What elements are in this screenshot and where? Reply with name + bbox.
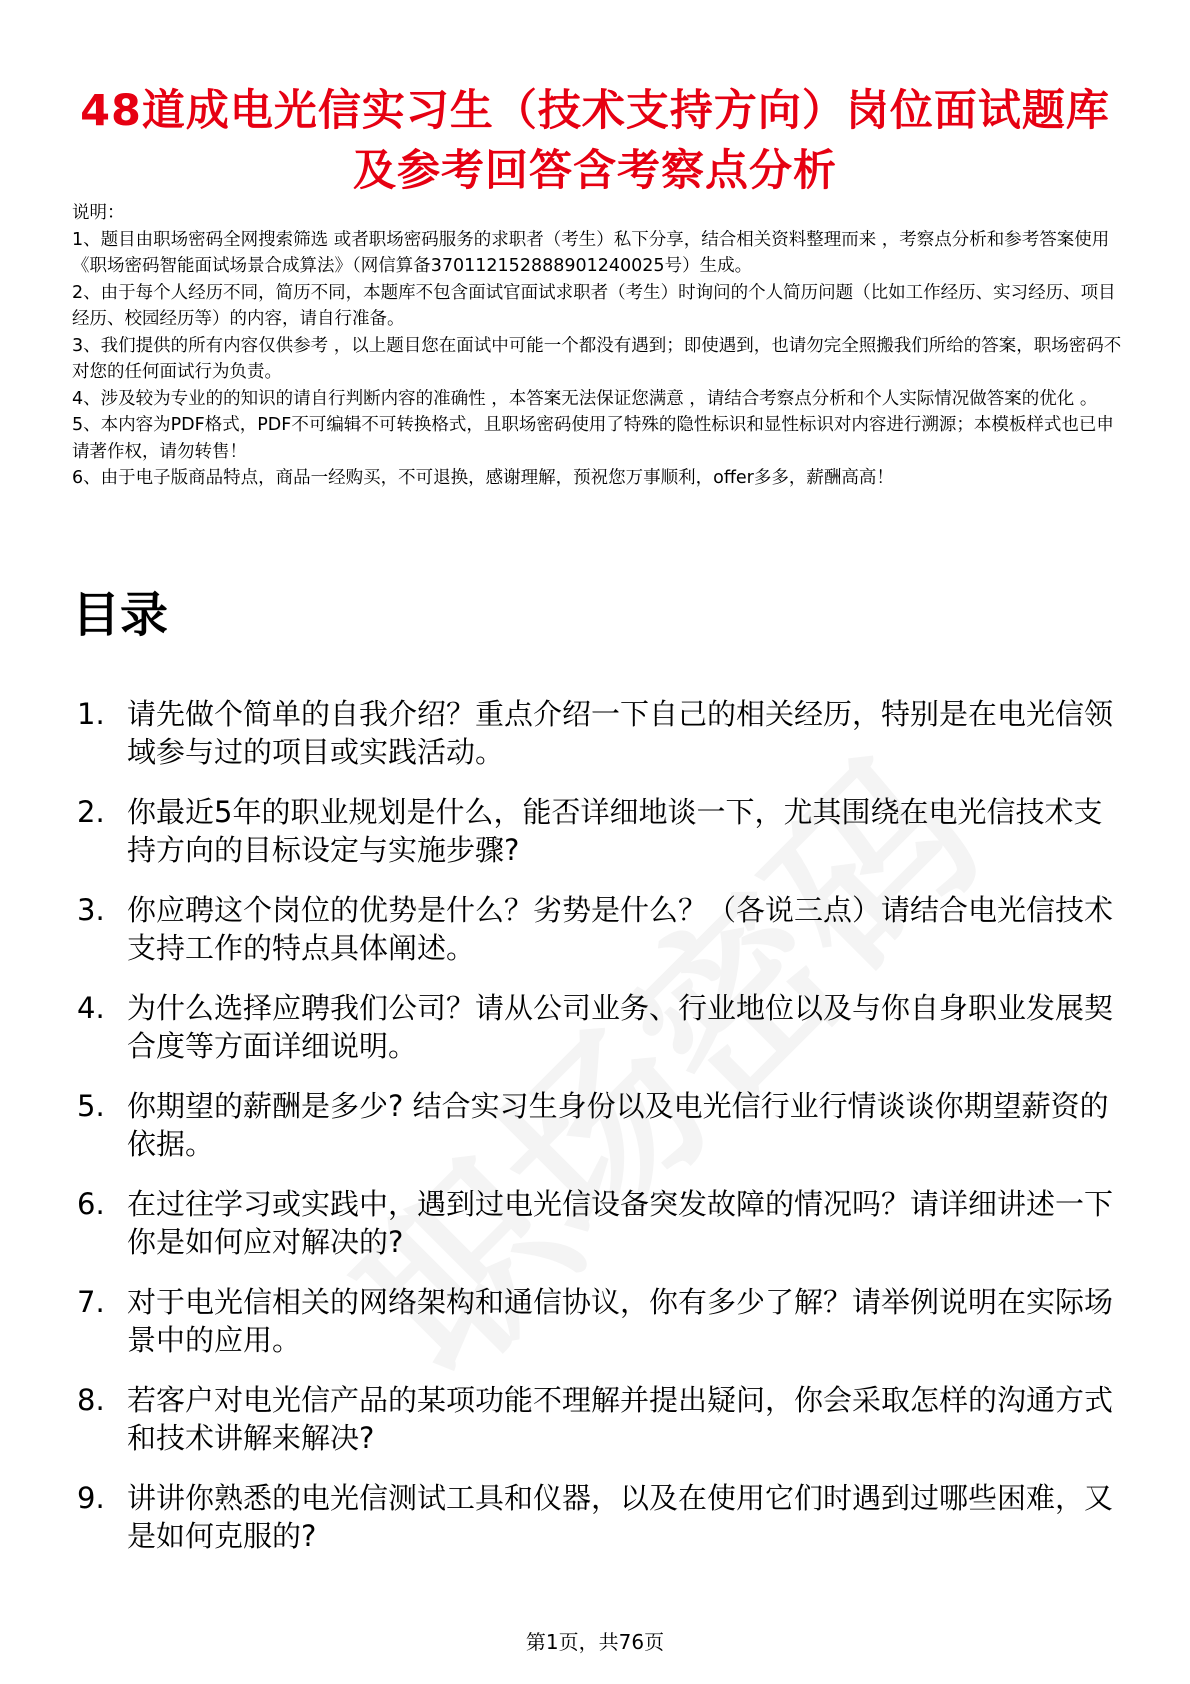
toc-heading: 目录 xyxy=(72,587,169,643)
toc-item[interactable] xyxy=(72,1479,1122,1555)
toc-item-text: 你期望的薪酬是多少? 结合实习生身份以及电光信行业行情谈谈你期望薪资的依据。 xyxy=(127,1089,1109,1161)
toc-item[interactable] xyxy=(72,1087,1122,1163)
note-item: 1、题目由职场密码全网搜索筛选 或者职场密码服务的求职者（考生）私下分享，结合相关资料整理而来 ，考察点分析和参考答案使用《职场密码智能面试场景合成算法》（网信算备370112152888901240025号）生成。 xyxy=(72,229,1110,276)
toc-item[interactable] xyxy=(72,695,1122,771)
toc-list xyxy=(72,695,1122,1577)
toc-item-text: 在过往学习或实践中，遇到过电光信设备突发故障的情况吗？请详细讲述一下你是如何应对解决的? xyxy=(127,1187,1114,1259)
toc-item-text: 讲讲你熟悉的电光信测试工具和仪器，以及在使用它们时遇到过哪些困难，又是如何克服的? xyxy=(127,1481,1114,1553)
toc-item-text: 为什么选择应聘我们公司？请从公司业务、行业地位以及与你自身职业发展契合度等方面详细说明。 xyxy=(127,991,1114,1063)
toc-item-text: 对于电光信相关的网络架构和通信协议，你有多少了解？请举例说明在实际场景中的应用。 xyxy=(127,1285,1114,1357)
document-title: 48道成电光信实习生（技术支持方向）岗位面试题库及参考回答含考察点分析 xyxy=(80,85,1110,196)
toc-item-number: 8. xyxy=(77,1383,105,1417)
note-item: 2、由于每个人经历不同，简历不同，本题库不包含面试官面试求职者（考生）时询问的个人简历问题（比如工作经历、实习经历、项目经历、校园经历等）的内容，请自行准备。 xyxy=(72,282,1116,329)
toc-item-number: 4. xyxy=(77,991,105,1025)
toc-item-number: 9. xyxy=(77,1481,105,1515)
toc-item-text: 请先做个简单的自我介绍？重点介绍一下自己的相关经历，特别是在电光信领域参与过的项目或实践活动。 xyxy=(127,697,1114,769)
toc-item[interactable] xyxy=(72,1185,1122,1261)
toc-item-number: 3. xyxy=(77,893,105,927)
toc-item[interactable] xyxy=(72,1381,1122,1457)
toc-item[interactable] xyxy=(72,793,1122,869)
toc-item-number: 1. xyxy=(77,697,105,731)
toc-item-number: 7. xyxy=(77,1285,105,1319)
toc-item-text: 你应聘这个岗位的优势是什么？劣势是什么？（各说三点）请结合电光信技术支持工作的特点具体阐述。 xyxy=(127,893,1114,965)
toc-item-text: 你最近5年的职业规划是什么，能否详细地谈一下，尤其围绕在电光信技术支持方向的目标设定与实施步骤? xyxy=(127,795,1103,867)
note-item: 6、由于电子版商品特点，商品一经购买，不可退换，感谢理解，预祝您万事顺利，offer多多，薪酬高高！ xyxy=(72,468,894,488)
toc-item-number: 5. xyxy=(77,1089,105,1123)
page-number: 第1页，共76页 xyxy=(525,1630,665,1654)
notes-heading: 说明： xyxy=(72,203,125,223)
toc-item[interactable] xyxy=(72,1283,1122,1359)
toc-item-text: 若客户对电光信产品的某项功能不理解并提出疑问，你会采取怎样的沟通方式和技术讲解来解决? xyxy=(127,1383,1114,1455)
toc-item-number: 2. xyxy=(77,795,105,829)
toc-item[interactable] xyxy=(72,989,1122,1065)
note-item: 5、本内容为PDF格式，PDF不可编辑不可转换格式，且职场密码使用了特殊的隐性标识和显性标识对内容进行溯源；本模板样式也已申请著作权，请勿转售！ xyxy=(72,415,1114,462)
note-item: 4、涉及较为专业的的知识的请自行判断内容的准确性 ，本答案无法保证您满意 ，请结合考察点分析和个人实际情况做答案的优化 。 xyxy=(72,388,1098,409)
toc-item[interactable] xyxy=(72,891,1122,967)
note-item: 3、我们提供的所有内容仅供参考 ，以上题目您在面试中可能一个都没有遇到；即使遇到，也请勿完全照搬我们所给的答案，职场密码不对您的任何面试行为负责。 xyxy=(72,335,1122,382)
toc-item-number: 6. xyxy=(77,1187,105,1221)
notes-section xyxy=(72,200,1122,492)
